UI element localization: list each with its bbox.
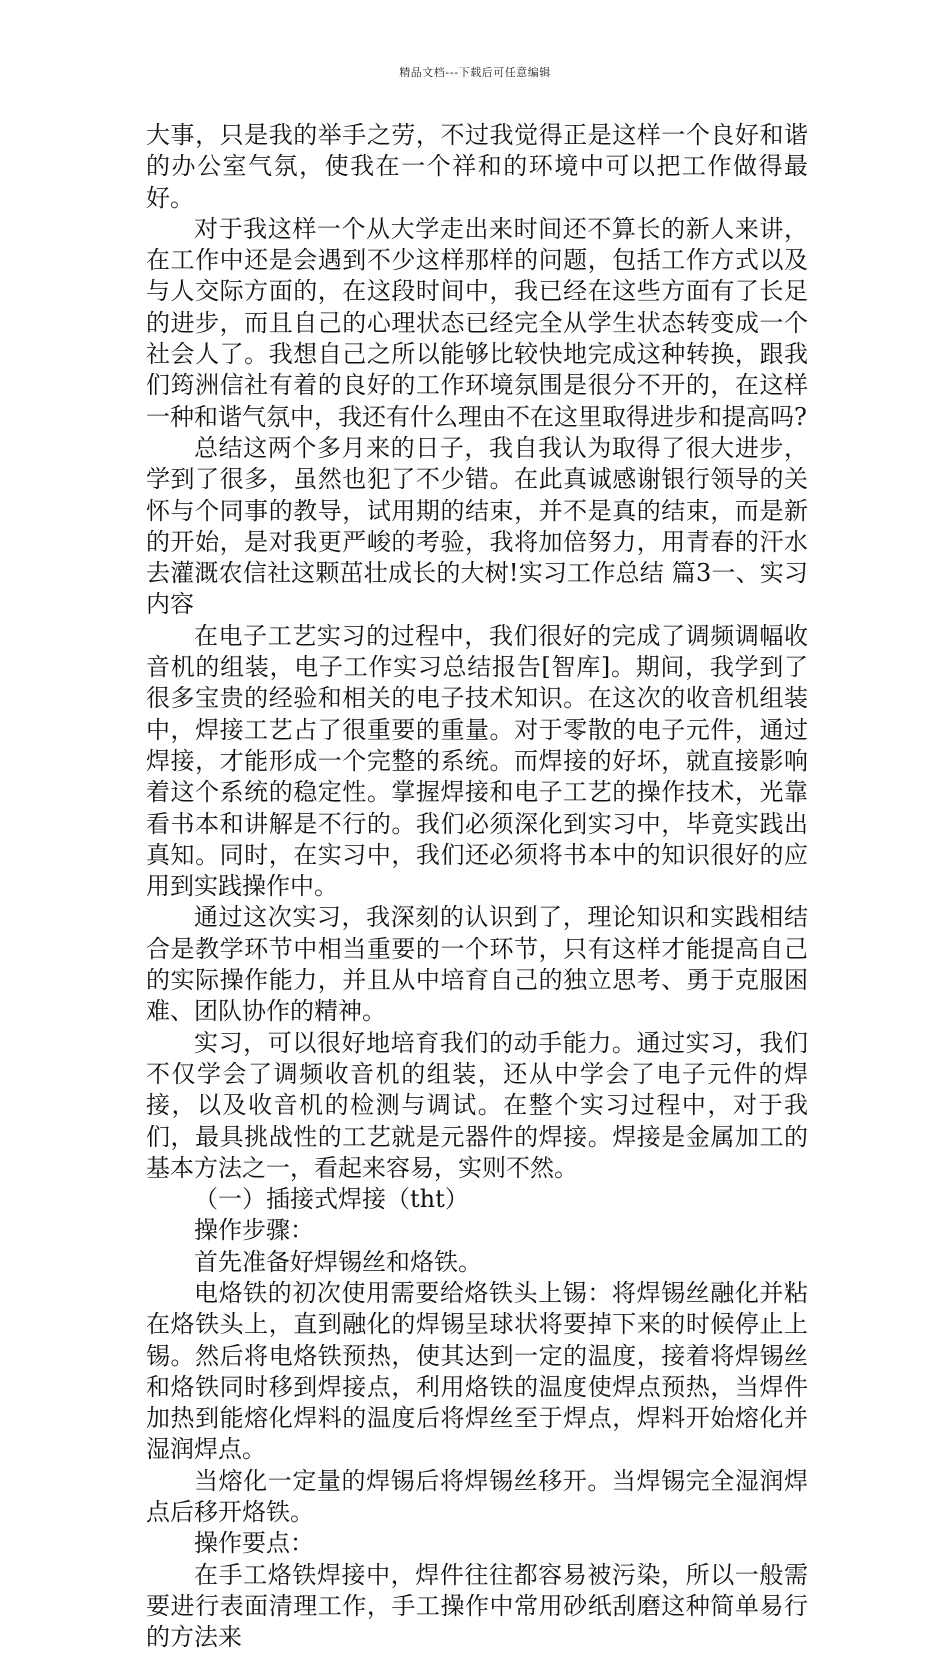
subheading-steps: 操作步骤： [194, 1216, 314, 1245]
paragraph: 首先准备好焊锡丝和烙铁。 [194, 1247, 482, 1276]
paragraph: 在手工烙铁焊接中，焊件往往都容易被污染，所以一般需要进行表面清理工作，手工操作中常用砂纸刮磨这种简单易行的方法来 [146, 1560, 808, 1652]
page-header: 精品文档---下载后可任意编辑 [399, 66, 551, 79]
document-body [146, 120, 808, 1654]
paragraph: 总结这两个多月来的日子，我自我认为取得了很大进步，学到了很多，虽然也犯了不少错。在此真诚感谢银行领导的关怀与个同事的教导，试用期的结束，并不是真的结束，而是新的开始，是对我更严峻的考验，我将加倍努力，用青春的汗水去灌溉农信社这颗茁壮成长的大树!实习工作总结 篇3一、实习内容 [146, 433, 808, 619]
paragraph: 通过这次实习，我深刻的认识到了，理论知识和实践相结合是教学环节中相当重要的一个环节，只有这样才能提高自己的实际操作能力，并且从中培育自己的独立思考、勇于克服困难、团队协作的精神。 [146, 903, 808, 1026]
paragraph: 电烙铁的初次使用需要给烙铁头上锡：将焊锡丝融化并粘在烙铁头上，直到融化的焊锡呈球状将要掉下来的时候停止上锡。然后将电烙铁预热，使其达到一定的温度，接着将焊锡丝和烙铁同时移到焊接点，利用烙铁的温度使焊点预热，当焊件加热到能熔化焊料的温度后将焊丝至于焊点，焊料开始熔化并湿润焊点。 [146, 1278, 808, 1464]
paragraph: 在电子工艺实习的过程中，我们很好的完成了调频调幅收音机的组装，电子工作实习总结报告[智库]。期间，我学到了很多宝贵的经验和相关的电子技术知识。在这次的收音机组装中，焊接工艺占了很重要的重量。对于零散的电子元件，通过焊接，才能形成一个完整的系统。而焊接的好坏，就直接影响着这个系统的稳定性。掌握焊接和电子工艺的操作技术，光靠看书本和讲解是不行的。我们必须深化到实习中，毕竟实践出真知。同时，在实习中，我们还必须将书本中的知识很好的应用到实践操作中。 [146, 621, 808, 901]
paragraph: 对于我这样一个从大学走出来时间还不算长的新人来讲，在工作中还是会遇到不少这样那样的问题，包括工作方式以及与人交际方面的，在这段时间中，我已经在这些方面有了长足的进步，而且自己的心理状态已经完全从学生状态转变成一个社会人了。我想自己之所以能够比较快地完成这种转换，跟我们筠洲信社有着的良好的工作环境氛围是很分不开的，在这样一种和谐气氛中，我还有什么理由不在这里取得进步和提高吗? [146, 214, 808, 431]
paragraph: 当熔化一定量的焊锡后将焊锡丝移开。当焊锡完全湿润焊点后移开烙铁。 [146, 1466, 808, 1527]
paragraph: 实习，可以很好地培育我们的动手能力。通过实习，我们不仅学会了调频收音机的组装，还从中学会了电子元件的焊接，以及收音机的检测与调试。在整个实习过程中，对于我们，最具挑战性的工艺就是元器件的焊接。焊接是金属加工的基本方法之一，看起来容易，实则不然。 [146, 1028, 808, 1182]
section-heading: （一）插接式焊接（tht） [194, 1185, 469, 1214]
paragraph: 大事，只是我的举手之劳，不过我觉得正是这样一个良好和谐的办公室气氛，使我在一个祥和的环境中可以把工作做得最好。 [146, 121, 808, 212]
subheading-points: 操作要点： [194, 1529, 314, 1558]
